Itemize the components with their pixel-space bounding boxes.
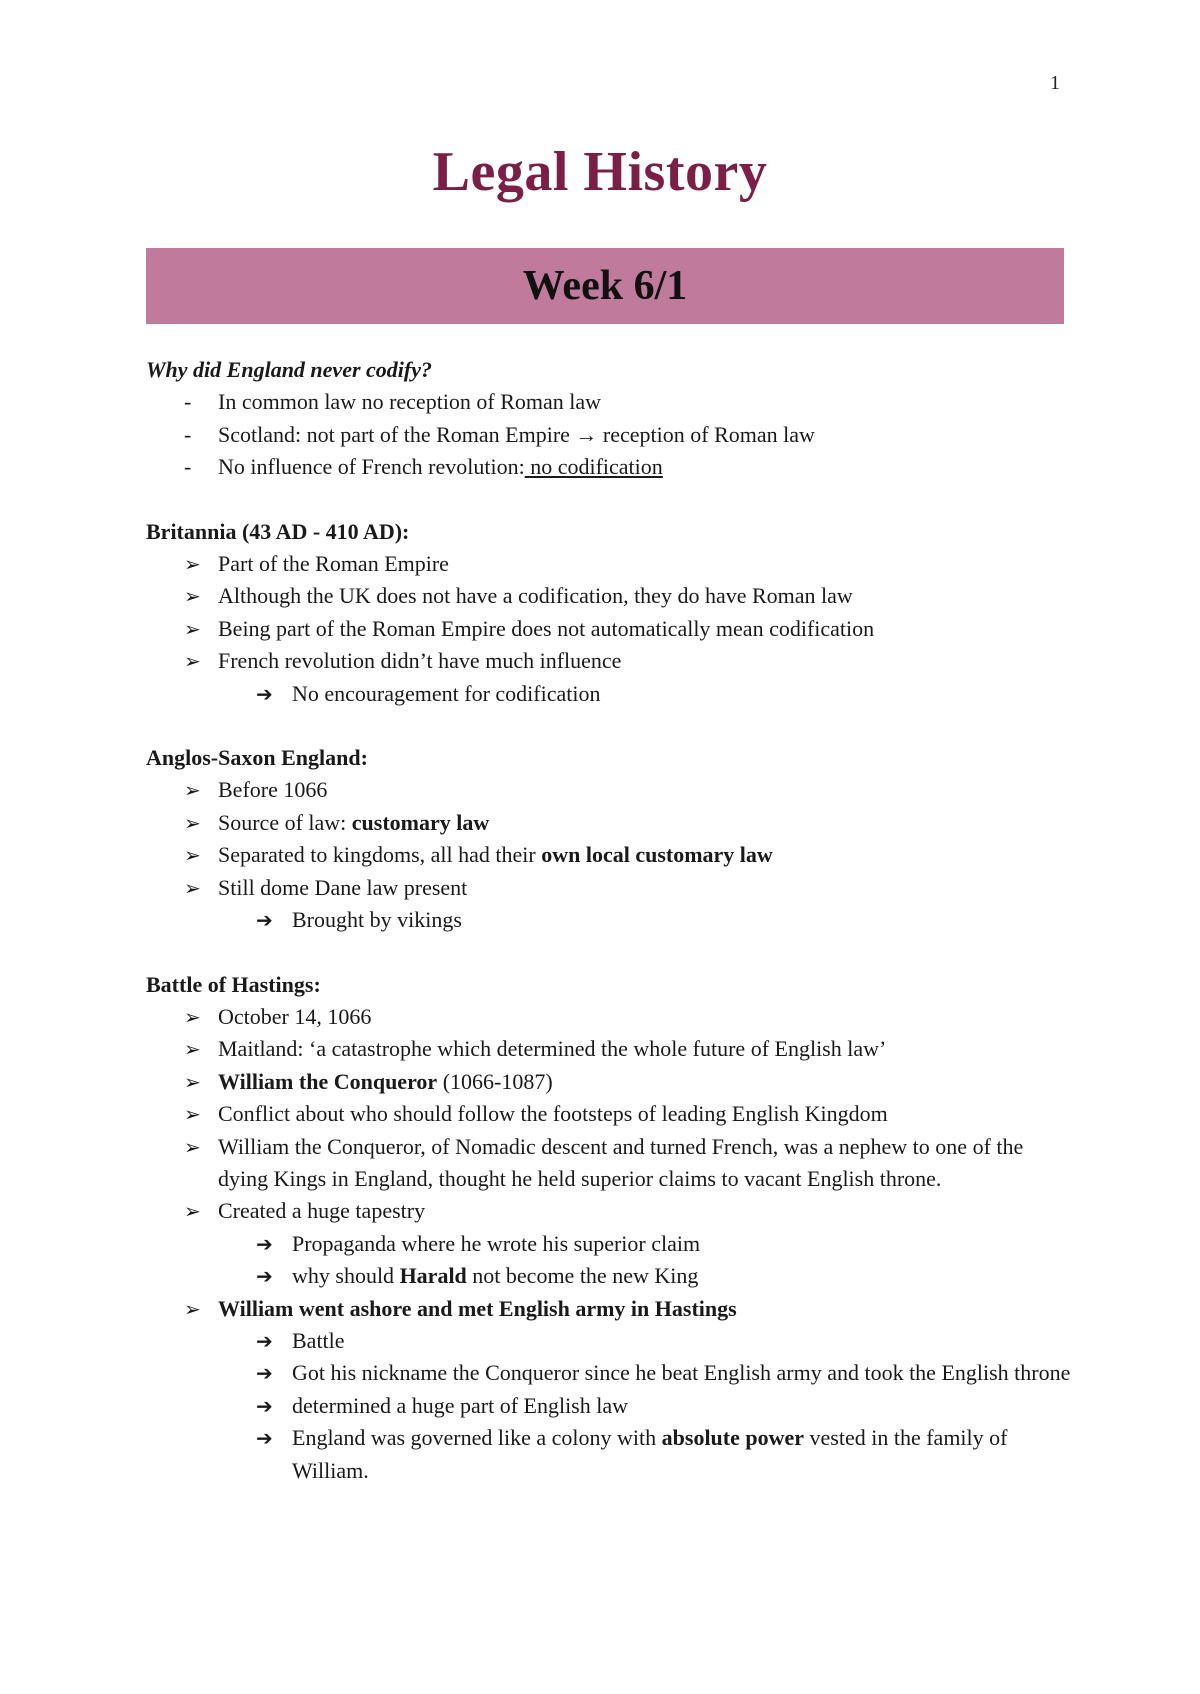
document-body: [146, 354, 1076, 1487]
dash-bullet: -: [184, 389, 192, 415]
list-item: [146, 1293, 1076, 1325]
sub-list-item: ➔ determined a huge part of English law: [146, 1390, 1076, 1422]
chevron-bullet-icon: ➢: [184, 1296, 201, 1321]
chevron-bullet-icon: ➢: [184, 616, 201, 641]
list-item: ➢ Still dome Dane law present: [146, 872, 1076, 904]
bold-text: absolute power: [661, 1425, 805, 1451]
list-item: ➢ Created a huge tapestry: [146, 1195, 1076, 1227]
sub-list-item: ➔ No encouragement for codification: [146, 678, 1076, 710]
sub-list-item: ➔ Propaganda where he wrote his superior claim: [146, 1228, 1076, 1260]
list-item: - No influence of French revolution: no codification: [146, 451, 1076, 483]
list-item: ➢ Being part of the Roman Empire does not automatically mean codification: [146, 613, 1076, 645]
bold-text: customary law: [351, 809, 490, 835]
chevron-bullet-icon: ➢: [184, 1102, 201, 1127]
bold-text: own local customary law: [541, 842, 773, 868]
chevron-bullet-icon: ➢: [184, 552, 201, 577]
chevron-bullet-icon: ➢: [184, 1037, 201, 1062]
arrow-bullet-icon: ➔: [256, 1393, 273, 1418]
dash-bullet: -: [184, 421, 192, 447]
bold-text: William the Conqueror: [218, 1068, 438, 1094]
list-item: - Scotland: not part of the Roman Empire → reception of Roman law: [146, 419, 1076, 451]
section-heading-hastings: Battle of Hastings:: [146, 971, 321, 997]
chevron-bullet-icon: ➢: [184, 649, 201, 674]
document-title: Legal History: [432, 141, 768, 203]
chevron-bullet-icon: ➢: [184, 1069, 201, 1094]
list-item: ➢ William the Conqueror, of Nomadic descent and turned French, was a nephew to one of the dying Kings in England, thought he held superior claims to vacant English throne.: [146, 1131, 1076, 1196]
list-item: ➢ Conflict about who should follow the footsteps of leading English Kingdom: [146, 1098, 1076, 1130]
list-item: ➢ October 14, 1066: [146, 1001, 1076, 1033]
bold-text: Harald: [399, 1263, 467, 1289]
sub-list-item: ➔ why should Harald not become the new King: [146, 1260, 1076, 1292]
arrow-bullet-icon: ➔: [256, 681, 273, 706]
list-item: ➢ Part of the Roman Empire: [146, 548, 1076, 580]
arrow-bullet-icon: ➔: [256, 1264, 273, 1289]
chevron-bullet-icon: ➢: [184, 843, 201, 868]
chevron-bullet-icon: ➢: [184, 875, 201, 900]
sub-list-item: ➔ England was governed like a colony with absolute power vested in the family of William.: [146, 1422, 1076, 1487]
list-item: ➢ Separated to kingdoms, all had their own local customary law: [146, 839, 1076, 871]
sub-list-item: ➔ Got his nickname the Conqueror since he beat English army and took the English throne: [146, 1357, 1076, 1389]
list-item: ➢ French revolution didn’t have much influence: [146, 645, 1076, 677]
list-item: ➢ Source of law: customary law: [146, 807, 1076, 839]
underlined-text: no codification: [524, 454, 663, 480]
chevron-bullet-icon: ➢: [184, 1199, 201, 1224]
chevron-bullet-icon: ➢: [184, 1134, 201, 1159]
chevron-bullet-icon: ➢: [184, 778, 201, 803]
arrow-bullet-icon: ➔: [256, 1328, 273, 1353]
list-item: ➢ Before 1066: [146, 774, 1076, 806]
chevron-bullet-icon: ➢: [184, 810, 201, 835]
arrow-bullet-icon: ➔: [256, 1231, 273, 1256]
sub-list-item: ➔ Brought by vikings: [146, 904, 1076, 936]
section-heading-britannia: Britannia (43 AD - 410 AD):: [146, 518, 410, 544]
arrow-bullet-icon: ➔: [256, 1361, 273, 1386]
chevron-bullet-icon: ➢: [184, 1004, 201, 1029]
list-item: ➢ William the Conqueror (1066-1087): [146, 1066, 1076, 1098]
page-number: 1: [1050, 72, 1060, 94]
list-item: ➢ Although the UK does not have a codification, they do have Roman law: [146, 580, 1076, 612]
list-item: - In common law no reception of Roman law: [146, 386, 1076, 418]
week-banner: [146, 248, 1064, 324]
section-heading-anglo-saxon: Anglos-Saxon England:: [146, 745, 368, 771]
chevron-bullet-icon: ➢: [184, 584, 201, 609]
section-heading-codify: Why did England never codify?: [146, 357, 432, 382]
arrow-bullet-icon: ➔: [256, 1426, 273, 1451]
sub-list-item: ➔ Battle: [146, 1325, 1076, 1357]
week-label: Week 6/1: [522, 263, 688, 309]
list-item: ➢ Maitland: ‘a catastrophe which determined the whole future of English law’: [146, 1033, 1076, 1065]
dash-bullet: -: [184, 454, 192, 480]
arrow-bullet-icon: ➔: [256, 908, 273, 933]
bold-text: William went ashore and met English army in Hastings: [218, 1295, 737, 1321]
